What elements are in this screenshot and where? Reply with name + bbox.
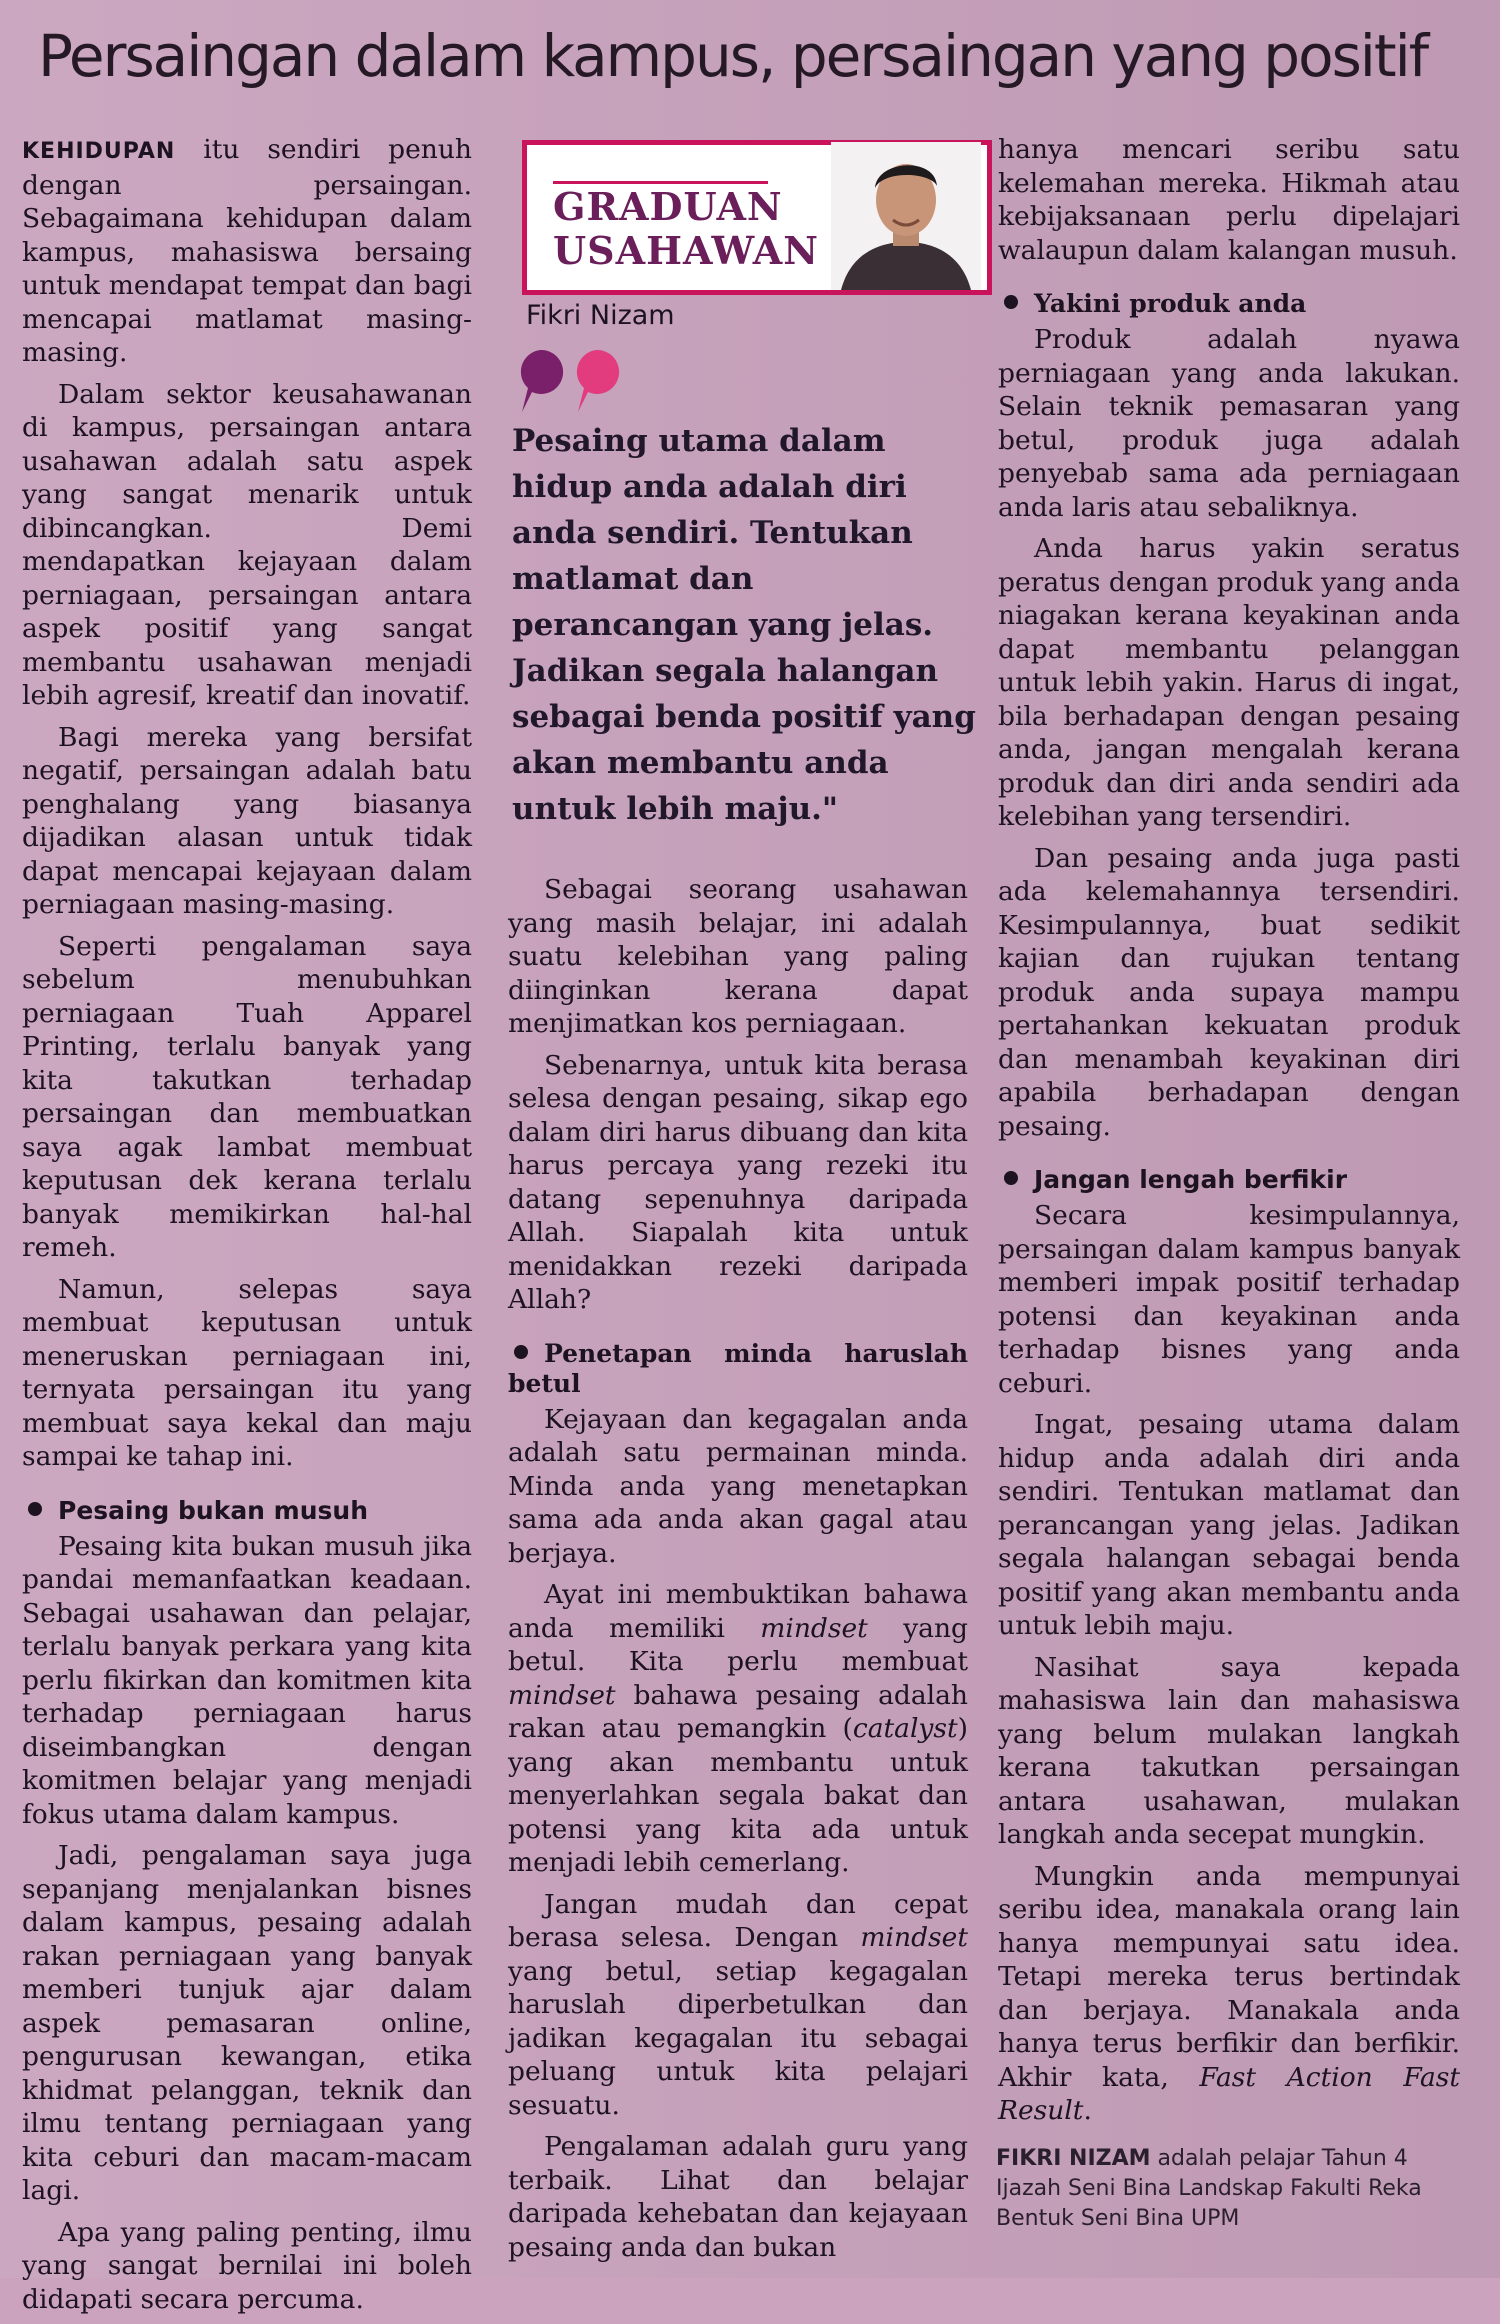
emphasis: catalyst — [852, 1713, 958, 1744]
paragraph: Dan pesaing anda juga pasti ada kelemahannya tersendiri. Kesimpulannya, buat sedikit kajian dan rujukan tentang produk anda supaya mampu pertahankan kekuatan produk dan menambah keyakinan diri apabila berhadapan dengan pesaing. — [998, 842, 1460, 1142]
headline: Persaingan dalam kampus, persaingan yang positif — [38, 22, 1428, 90]
text: ) yang akan membantu untuk menyerlahkan segala bakat dan potensi yang kita ada untuk menjadi lebih cemerlang. — [508, 1713, 968, 1878]
article-column-3 — [998, 133, 1460, 2136]
paragraph: Sebenarnya, untuk kita berasa selesa dengan pesaing, sikap ego dalam diri harus dibuang dan kita harus percaya yang rezeki itu datang sepenuhnya daripada Allah. Siapalah kita untuk menidakkan rezeki daripada Allah? — [508, 1049, 968, 1315]
pull-quote: Pesaing utama dalam hidup anda adalah diri anda sendiri. Tentukan matlamat dan perancangan yang jelas. Jadikan segala halangan sebagai benda positif yang akan membantu anda untuk lebih maju." — [512, 423, 976, 827]
text: yang betul. Kita perlu membuat — [508, 1612, 968, 1677]
paragraph: Apa yang paling penting, ilmu yang sangat bernilai ini boleh didapati secara percuma. — [22, 2216, 472, 2315]
paragraph: Kejayaan dan kegagalan anda adalah satu permainan minda. Minda anda yang menetapkan sama ada anda akan gagal atau berjaya. — [508, 1403, 968, 1569]
subheading-text: Jangan lengah berfikir — [1034, 1165, 1348, 1194]
bullet-icon — [514, 1345, 528, 1359]
article-column-1 — [22, 133, 472, 2324]
author-name: FIKRI NIZAM — [996, 2146, 1151, 2171]
paragraph: Seperti pengalaman saya sebelum menubuhkan perniagaan Tuah Apparel Printing, terlalu banyak yang kita takutkan terhadap persaingan dan membuatkan saya agak lambat membuat keputusan dek kerana terlalu banyak memikirkan hal-hal remeh. — [22, 930, 472, 1263]
paragraph-text: itu sendiri penuh dengan persaingan. Sebagaimana kehidupan dalam kampus, mahasiswa bersaing untuk mendapat tempat dan bagi mencapai matlamat masing-masing. — [22, 134, 472, 368]
badge-line-1: GRADUAN — [553, 184, 783, 229]
article-column-2 — [508, 873, 968, 2272]
paragraph: Nasihat saya kepada mahasiswa lain dan mahasiswa yang belum mulakan langkah kerana takutkan persaingan antara usahawan, mulakan langkah anda secepat mungkin. — [998, 1651, 1460, 1850]
text: . — [1083, 2095, 1092, 2126]
subheading-text: Yakini produk anda — [1034, 289, 1307, 318]
paragraph: Sebagai seorang usahawan yang masih belajar, ini adalah suatu kelebihan yang paling diinginkan kerana dapat menjimatkan kos perniagaan. — [508, 874, 968, 1039]
bullet-icon — [1004, 1171, 1018, 1185]
paragraph: hanya mencari seribu satu kelemahan mereka. Hikmah atau kebijaksanaan perlu dipelajari walaupun dalam kalangan musuh. — [998, 134, 1460, 266]
paragraph: Pengalaman adalah guru yang terbaik. Lihat dan belajar daripada kehebatan dan kejayaan pesaing anda dan bukan — [508, 2131, 968, 2263]
text: Jangan mudah dan cepat berasa selesa. Dengan — [508, 1888, 968, 1953]
badge-line-2: USAHAWAN — [553, 228, 820, 273]
emphasis: mindset — [860, 1922, 968, 1953]
byline: Fikri Nizam — [526, 300, 675, 331]
paragraph: Produk adalah nyawa perniagaan yang anda lakukan. Selain teknik pemasaran yang betul, produk juga adalah penyebab sama ada perniagaan anda laris atau sebaliknya. — [998, 324, 1460, 523]
text: bahawa pesaing adalah rakan atau pemangkin ( — [508, 1679, 968, 1744]
subheading — [508, 1339, 968, 1399]
subheading-text: Penetapan minda haruslah betul — [508, 1338, 968, 1398]
quote-marks-icon — [518, 350, 628, 412]
column-badge — [522, 140, 992, 295]
paragraph — [22, 133, 472, 370]
badge-title — [553, 185, 819, 273]
author-photo — [831, 142, 981, 290]
bullet-icon — [28, 1502, 42, 1516]
text: Ayat ini membuktikan bahawa anda memiliki — [508, 1579, 968, 1644]
paragraph: Ingat, pesaing utama dalam hidup anda adalah diri anda sendiri. Tentukan matlamat dan perancangan yang jelas. Jadikan segala halangan sebagai benda positif yang akan membantu anda untuk lebih maju. — [998, 1409, 1460, 1641]
subheading — [998, 1165, 1460, 1195]
paragraph: Pesaing kita bukan musuh jika pandai memanfaatkan keadaan. Sebagai usahawan dan pelajar, terlalu banyak perkara yang kita perlu fikirkan dan komitmen kita terhadap perniagaan harus diseimbangkan dengan komitmen belajar yang menjadi fokus utama dalam kampus. — [22, 1530, 472, 1830]
paragraph: Dalam sektor keusahawanan di kampus, persaingan antara usahawan adalah satu aspek yang sangat menarik untuk dibincangkan. Demi mendapatkan kejayaan dalam perniagaan, persaingan antara aspek positif yang sangat membantu usahawan menjadi lebih agresif, kreatif dan inovatif. — [22, 378, 472, 711]
subheading — [998, 289, 1460, 319]
paragraph: Secara kesimpulannya, persaingan dalam kampus banyak memberi impak positif terhadap potensi dan keyakinan anda terhadap bisnes yang anda ceburi. — [998, 1200, 1460, 1399]
author-note — [996, 2144, 1476, 2234]
paragraph: Jadi, pengalaman saya juga sepanjang menjalankan bisnes dalam kampus, pesaing adalah rakan perniagaan yang banyak memberi tunjuk ajar dalam aspek pemasaran online, pengurusan kewangan, etika khidmat pelanggan, teknik dan ilmu tentang perniagaan yang kita ceburi dan macam-macam lagi. — [22, 1840, 472, 2206]
text: Mungkin anda mempunyai seribu idea, manakala orang lain hanya mempunyai satu idea. Tetapi mereka terus bertindak dan berjaya. Manakala anda hanya terus berfikir dan berfikir. Akhir kata, — [998, 1860, 1460, 2093]
paragraph — [508, 1888, 968, 2123]
bullet-icon — [1004, 295, 1018, 309]
emphasis: mindset — [508, 1679, 616, 1711]
subheading-text: Pesaing bukan musuh — [58, 1495, 369, 1525]
emphasis: Fast Action Fast Result — [998, 2061, 1461, 2126]
lead-caps: KEHIDUPAN — [22, 139, 176, 164]
subheading — [22, 1496, 472, 1526]
paragraph — [998, 1860, 1460, 2128]
paragraph — [508, 1578, 968, 1880]
paragraph: Bagi mereka yang bersifat negatif, persaingan adalah batu penghalang yang biasanya dijadikan alasan untuk tidak dapat mencapai kejayaan dalam perniagaan masing-masing. — [22, 721, 472, 920]
author-note-text: adalah pelajar Tahun 4 Ijazah Seni Bina Landskap Fakulti Reka Bentuk Seni Bina UPM — [996, 2146, 1422, 2231]
paragraph: Namun, selepas saya membuat keputusan untuk meneruskan perniagaan ini, ternyata persaingan itu yang membuat saya kekal dan maju sampai ke tahap ini. — [22, 1273, 472, 1472]
paragraph: Anda harus yakin seratus peratus dengan produk yang anda niagakan kerana keyakinan anda dapat membantu pelanggan untuk lebih yakin. Harus di ingat, bila berhadapan dengan pesaing anda, jangan mengalah kerana produk dan diri anda sendiri ada kelebihan yang tersendiri. — [998, 533, 1460, 832]
text: yang betul, setiap kegagalan haruslah diperbetulkan dan jadikan kegagalan itu sebagai peluang untuk kita pelajari sesuatu. — [508, 1955, 968, 2121]
emphasis: mindset — [760, 1612, 868, 1644]
